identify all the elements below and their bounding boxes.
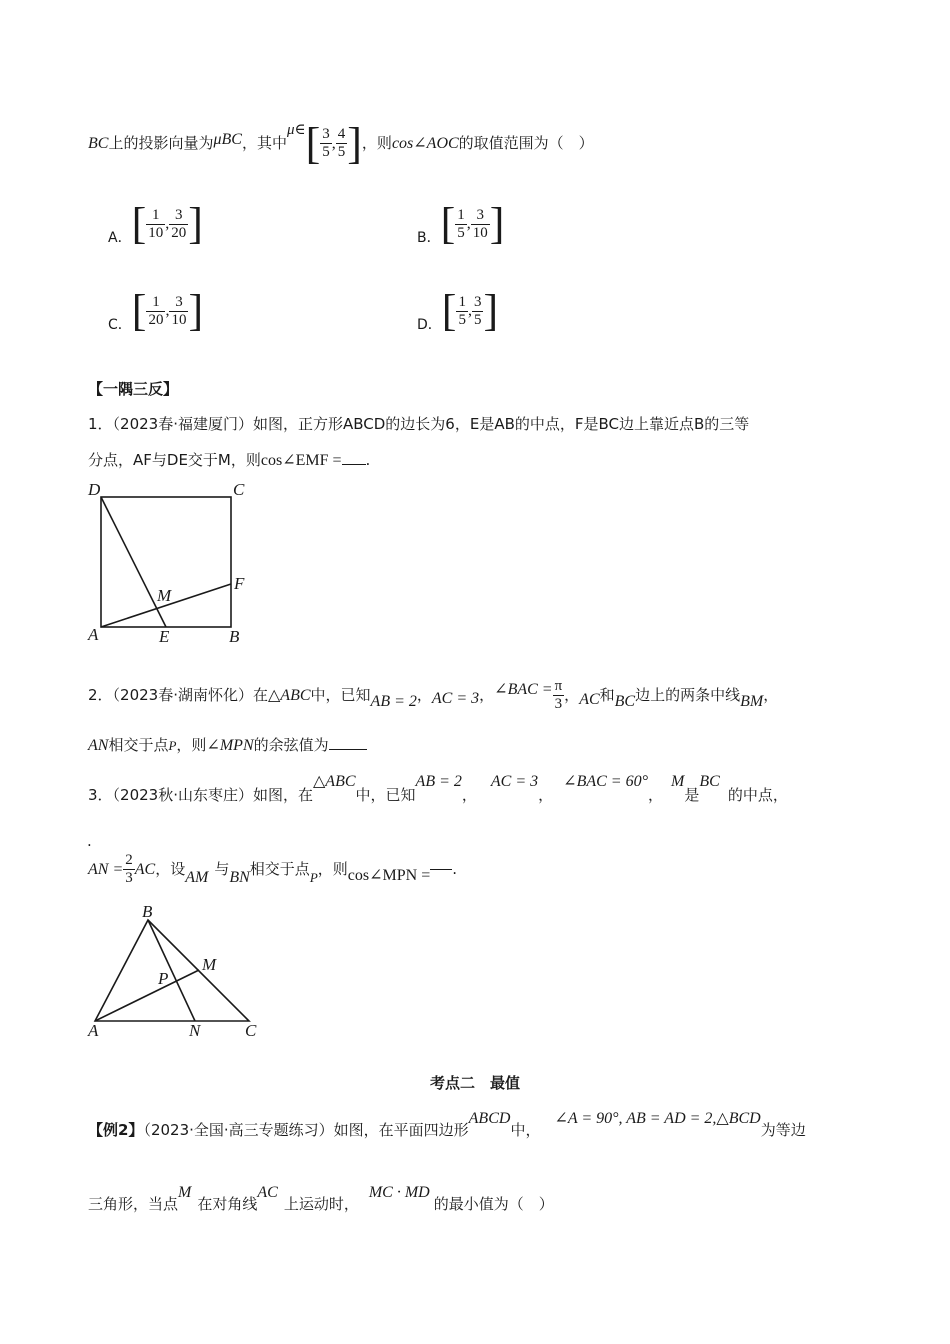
- q3-text-g: 相交于点: [249, 860, 310, 878]
- q3-m: M: [671, 773, 685, 790]
- label-a: A: [88, 625, 99, 644]
- q2-text-line2a: 相交于点: [108, 736, 169, 754]
- option-a-frac-1: $\frac{1}{10}$: [148, 206, 164, 241]
- ex2-text-line2a: 三角形，当点: [88, 1195, 179, 1213]
- q3-text-c: 是: [684, 786, 700, 804]
- q2-pi-fraction: $\frac{\pi}{3}$: [554, 678, 563, 712]
- label-f: F: [234, 574, 245, 593]
- q3-answer-blank[interactable]: [430, 855, 452, 870]
- q3-text-a: 3．（2023秋·山东枣庄）如图，在: [88, 786, 313, 804]
- label-m: M: [202, 955, 217, 974]
- range-fraction-a: $\frac{3}{5}$: [322, 126, 330, 160]
- ex2-ac: AC: [257, 1184, 278, 1201]
- q3-line1: 3．（2023秋·山东枣庄）如图，在△ABC中，已知AB = 2，AC = 3，∠BAC = 60°，M是BC的中点，: [88, 773, 788, 804]
- q2-ab: AB = 2: [370, 693, 417, 710]
- segment-de: [101, 497, 166, 627]
- option-c-frac-1: $\frac{1}{20}$: [148, 293, 164, 328]
- option-a[interactable]: A．[ $\frac{1}{10}$ , $\frac{3}{20}$ ]: [108, 199, 203, 248]
- option-d[interactable]: D．[ $\frac{1}{5}$ , $\frac{3}{5}$ ]: [417, 286, 499, 335]
- ex2-condition: ∠A = 90°, AB = AD = 2,△BCD: [554, 1110, 761, 1127]
- q2-text-line2b: ，则: [176, 736, 207, 754]
- q2-line2: [88, 734, 367, 755]
- ex2-text-line2d: 的最小值为（ ）: [433, 1195, 554, 1213]
- segment-bn: [148, 920, 195, 1021]
- q2-angle: ∠BAC =: [494, 681, 553, 698]
- q2-point-p: P: [168, 738, 177, 753]
- section-label: 【一隅三反】: [88, 380, 179, 398]
- option-c[interactable]: C．[ $\frac{1}{20}$ , $\frac{3}{10}$ ]: [108, 286, 204, 335]
- ex2-text-line2c: 上运动时，: [283, 1195, 359, 1213]
- q3-angle: ∠BAC = 60°: [563, 773, 648, 790]
- q3-text-f: 与: [214, 860, 230, 878]
- label-c: C: [233, 480, 245, 499]
- q2-line1: 2．（2023春·湖南怀化）在△ABC中，已知AB = 2，AC = 3，∠BAC = $\frac{\pi}{3}$ ，AC和BC边上的两条中线BM，: [88, 678, 779, 712]
- label-b: B: [142, 902, 153, 921]
- ex2-text-line2b: 在对角线: [197, 1195, 258, 1213]
- q3-line2: [88, 846, 457, 892]
- q3-an: AN =: [88, 861, 124, 878]
- square-abcd: [101, 497, 231, 627]
- q1-line2: 分点，AF与DE交于M，则cos∠EMF = .: [88, 451, 371, 469]
- q3-bc: BC: [699, 773, 720, 790]
- q2-text-line2c: 的余弦值为: [253, 736, 329, 754]
- q2-text-and: 和: [599, 686, 615, 704]
- q3-am: AM: [185, 869, 209, 886]
- math-bc: BC: [88, 135, 109, 152]
- label-n: N: [189, 1021, 201, 1040]
- option-d-frac-1: $\frac{1}{5}$: [458, 293, 466, 328]
- intro-line: BC上的投影向量为μBC，其中μ∈[ $\frac{3}{5}$ , $\frac{4}{5}$ ]，则cos∠AOC的取值范围为（ ）: [88, 118, 594, 168]
- q2-text-f: 边上的两条中线: [635, 686, 741, 704]
- option-b-label: B．: [417, 230, 441, 246]
- ex2-text-a: （2023·全国·高三专题练习）如图，在平面四边形: [143, 1121, 469, 1139]
- q2-mpn: ∠MPN: [206, 737, 254, 754]
- option-b[interactable]: B．[ $\frac{1}{5}$ , $\frac{3}{10}$ ]: [417, 199, 505, 248]
- ex2-abcd: ABCD: [468, 1110, 511, 1127]
- math-mu-bc: μBC: [213, 131, 242, 148]
- q2-text-b: 中，已知: [310, 686, 371, 704]
- option-b-frac-1: $\frac{1}{5}$: [457, 206, 465, 241]
- ex2-text-c: 为等边: [760, 1121, 806, 1139]
- ex2-dot-product: MC · MD: [368, 1184, 430, 1201]
- ex2-text-b: 中，: [510, 1121, 541, 1139]
- intro-text-a: 上的投影向量为: [108, 134, 214, 152]
- option-c-frac-2: $\frac{3}{10}$: [171, 293, 187, 328]
- ex2-line2: [88, 1182, 554, 1226]
- option-d-label: D．: [417, 317, 442, 333]
- q1-line2-text: 分点，AF与DE交于M，则: [88, 451, 261, 469]
- q1-cos-expr: cos∠EMF =: [260, 452, 342, 469]
- q3-point-p: P: [309, 870, 318, 885]
- q2-bm: BM: [740, 693, 764, 710]
- range-fraction-b: $\frac{4}{5}$: [337, 126, 346, 160]
- ex2-tag: 【例2】: [88, 1121, 144, 1139]
- ex2-m: M: [178, 1184, 192, 1201]
- q3-text-h: ，则: [317, 860, 348, 878]
- q2-text-a: 2．（2023春·湖南怀化）在: [88, 686, 268, 704]
- q3-text-e: ，设: [155, 860, 186, 878]
- label-a: A: [88, 1021, 99, 1040]
- label-b: B: [229, 627, 240, 646]
- q2-tri: △ABC: [268, 687, 311, 704]
- intro-text-b: ，其中: [241, 134, 287, 152]
- intro-text-c: ，则: [361, 134, 392, 152]
- option-a-label: A．: [108, 230, 132, 246]
- q3-tri: △ABC: [313, 773, 356, 790]
- q1-answer-blank[interactable]: [342, 450, 366, 465]
- q3-two-thirds: $\frac{2}{3}$: [125, 852, 133, 886]
- q2-an: AN: [88, 737, 109, 754]
- ex2-line1: [88, 1108, 806, 1152]
- option-d-frac-2: $\frac{3}{5}$: [473, 293, 482, 328]
- q3-cos: cos∠MPN =: [347, 867, 431, 884]
- option-b-frac-2: $\frac{3}{10}$: [472, 206, 488, 241]
- q2-bc-label: BC: [614, 693, 636, 710]
- label-p: P: [158, 969, 169, 988]
- intro-text-d: 的取值范围为（ ）: [458, 134, 594, 152]
- q3-ac: AC = 3: [490, 773, 539, 790]
- option-a-frac-2: $\frac{3}{20}$: [171, 206, 187, 241]
- q3-bn: BN: [229, 869, 250, 886]
- section2-title: 考点二 最值: [430, 1074, 521, 1092]
- math-mu-in: μ∈: [286, 122, 306, 138]
- label-e: E: [159, 627, 170, 646]
- math-cos-aoc: cos∠AOC: [391, 135, 459, 152]
- q1-line1: 1．（2023春·福建厦门）如图，正方形ABCD的边长为6，E是AB的中点，F是BC边上靠近点B的三等: [88, 415, 750, 433]
- q3-figure: [82, 900, 272, 1045]
- label-m: M: [157, 586, 172, 605]
- label-c: C: [245, 1021, 257, 1040]
- q3-ab: AB = 2: [415, 773, 462, 790]
- q2-ac-label: AC: [579, 691, 600, 708]
- q3-ac2: AC: [134, 861, 156, 878]
- label-d: D: [88, 480, 101, 499]
- q3-text-b: 中，已知: [355, 786, 416, 804]
- q3-text-d: 的中点，: [727, 786, 788, 804]
- q2-answer-blank[interactable]: [329, 735, 367, 750]
- option-c-label: C．: [108, 317, 132, 333]
- q3-dot: .: [87, 832, 92, 850]
- q1-figure: [82, 478, 262, 648]
- q2-ac: AC = 3: [431, 690, 480, 707]
- q3-end: .: [452, 860, 457, 878]
